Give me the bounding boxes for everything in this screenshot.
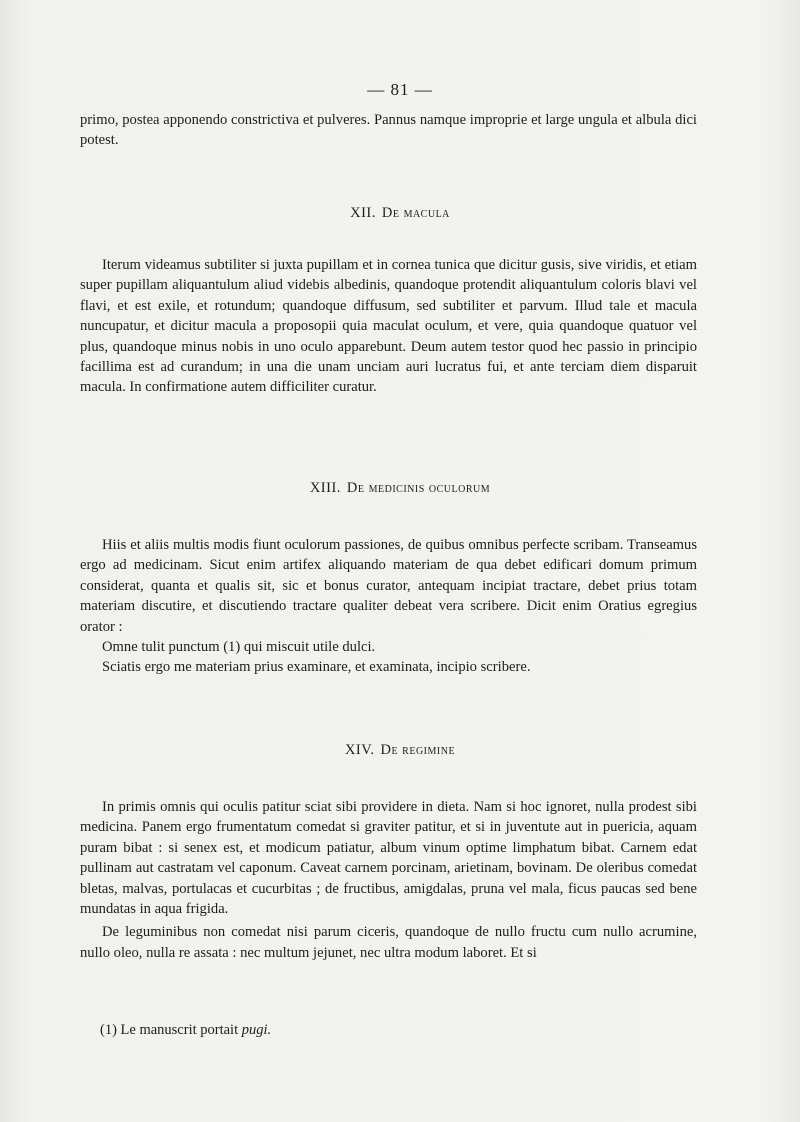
- section-title: De macula: [381, 205, 450, 221]
- section-number: XIII.: [309, 480, 341, 496]
- verse-line: Omne tulit punctum (1) qui miscuit utile dulci.: [102, 639, 376, 656]
- section-number: XIV.: [344, 742, 375, 758]
- footnote: [100, 1022, 271, 1039]
- section-heading-xii: [0, 205, 800, 222]
- section-body-xii: [80, 255, 697, 398]
- paragraph: In primis omnis qui oculis patitur sciat sibi providere in dieta. Nam si hoc ignoret, nulla prodest sibi medicina. Panem ergo frumentatum comedat si graviter patitur, et si in juventute aut in puericia, aquam puram bibat : si senex est, et modicum patiatur, album vinum optime limphatum bibat. Carnem edat pullinam aut castratam vel caponum. Caveat carnem porcinam, arietinam, bovinam. De oleribus comedat bletas, malvas, portulacas et cucurbitas ; de fructibus, amigdalas, pruna vel mala, ficus paucas sed bene mundatas in aqua frigida.: [80, 799, 697, 918]
- footnote-label: (1) Le manuscrit portait: [100, 1022, 239, 1038]
- section-heading-xiii: [0, 480, 800, 497]
- footnote-italic: pugi.: [241, 1022, 272, 1038]
- paragraph: Hiis et aliis multis modis fiunt oculorum passiones, de quibus omnibus perfecte scribam. Transeamus ergo ad medicinam. Sicut enim artifex aliquando materiam de qua debet edificari domum primum considerat, quanta et qualis sit, sic et bonus curator, antequam incipiat tractare, debet prius totam materiam discutire, et discutiendo tractare qualiter debeat vera scribere. Dicit enim Oratius egregius orator :: [80, 537, 697, 635]
- section-number: XII.: [350, 205, 376, 221]
- closing-line: Sciatis ergo me materiam prius examinare, et examinata, incipio scribere.: [102, 659, 531, 676]
- section-title: De medicinis oculorum: [346, 480, 491, 496]
- section-body-xiv: [80, 797, 697, 963]
- intro-paragraph: [80, 110, 697, 151]
- section-title: De regimine: [380, 742, 456, 758]
- intro-text: primo, postea apponendo constrictiva et pulveres. Pannus namque improprie et large ungula et albula dici potest.: [80, 112, 697, 149]
- section-heading-xiv: [0, 742, 800, 759]
- page-number: — 81 —: [367, 80, 433, 99]
- paragraph: De leguminibus non comedat nisi parum ciceris, quandoque de nullo fructu cum nullo acrumine, nullo oleo, nulla re assata : nec multum jejunet, nec ultra modum laboret. Et si: [80, 924, 697, 961]
- section-body-xiii: [80, 535, 697, 678]
- paragraph: Iterum videamus subtiliter si juxta pupillam et in cornea tunica que dicitur gusis, sive viridis, et etiam super pupillam aliquantulum aliud videbis albedinis, quandoque protendit aliquantulum coloris blavi vel flavi, et est exile, et rotundum; quandoque diffusum, sed subtiliter et parvum. Illud tale et macula nuncupatur, et dicitur macula a proposopii quia maculat oculum, et vere, quia quandoque quatuor vel plus, quandoque minus nobis in uno oculo apparebunt. Deum autem testor quod hec passio in principio facillima est ad curandum; in una die unam unciam auri lucratus fui, et ante terciam diem disparuit macula. In confirmatione autem difficiliter curatur.: [80, 257, 697, 396]
